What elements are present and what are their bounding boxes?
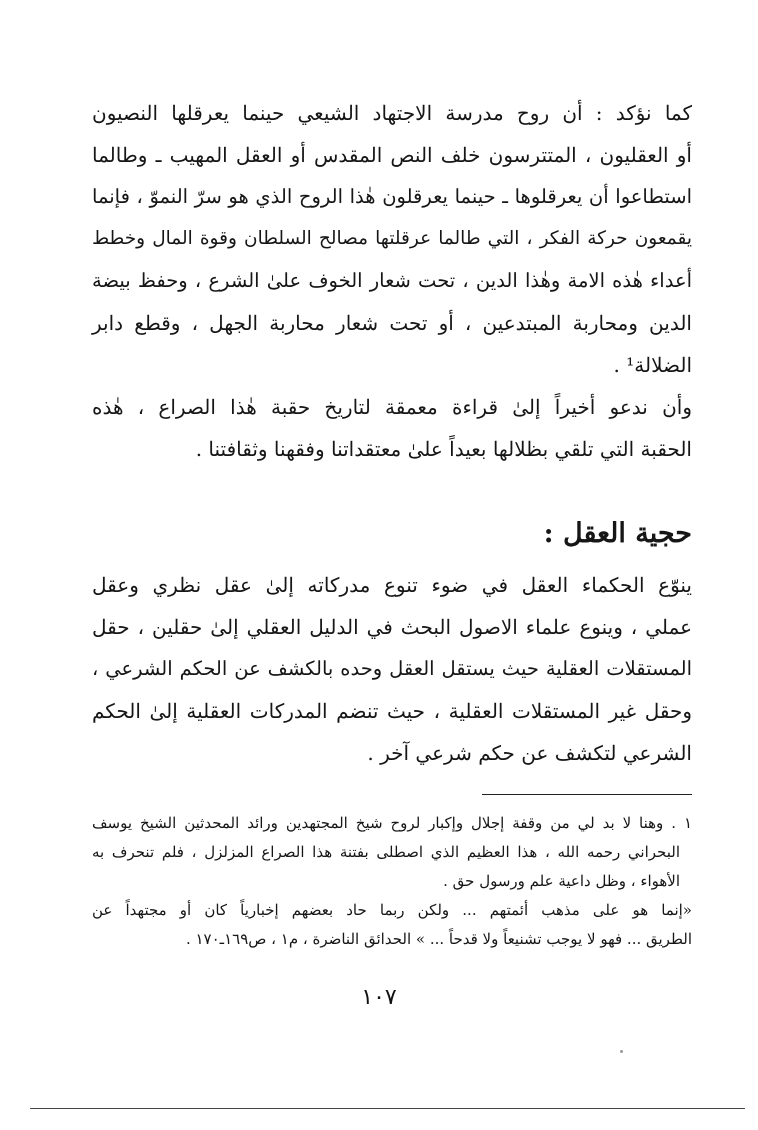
text-line: كما نؤكد : أن روح مدرسة الاجتهاد الشيعي حينما يعرقلها النصيون <box>92 101 692 125</box>
scan-speck <box>620 1050 623 1053</box>
page-number: ١٠٧ <box>361 985 397 1010</box>
footnote-divider <box>482 794 692 795</box>
footnote-line: ١ . وهنا لا بد لي من وقفة إجلال وإكبار لروح شيخ المجتهدين ورائد المحدثين الشيخ يوسف <box>92 814 692 832</box>
text-line: عملي ، وينوع علماء الاصول البحث في الدليل العقلي إلىٰ حقلين ، حقل <box>92 615 692 639</box>
page-body <box>92 92 692 954</box>
paragraph-1 <box>92 92 692 386</box>
footnote-line: «إنما هو على مذهب أئمتهم ... ولكن ربما حاد بعضهم إخبارياً كان أو مجتهداً عن <box>92 901 692 919</box>
footnote <box>92 809 692 954</box>
text-line: ينوّع الحكماء العقل في ضوء تنوع مدركاته إلىٰ عقل نظري وعقل <box>92 573 692 597</box>
text-line: المستقلات العقلية حيث يستقل العقل وحده بالكشف عن الحكم الشرعي ، <box>92 657 692 680</box>
text-line: أو العقليون ، المتترسون خلف النص المقدس أو العقل المهيب ـ وطالما <box>92 143 692 167</box>
text-line: الضلالة¹ . <box>613 353 692 377</box>
paragraph-3 <box>92 564 692 774</box>
section-heading: حجية العقل : <box>543 518 692 549</box>
text-line: الدين ومحاربة المبتدعين ، أو تحت شعار محاربة الجهل ، وقطع دابر <box>92 311 692 335</box>
text-line: أعداء هٰذه الامة وهٰذا الدين ، تحت شعار الخوف علىٰ الشرع ، وحفظ بيضة <box>92 269 692 292</box>
footnote-line: الأهواء ، وظل داعية علم ورسول حق . <box>443 872 680 890</box>
bottom-edge-line <box>30 1108 745 1109</box>
text-line: وأن ندعو أخيراً إلىٰ قراءة معمقة لتاريخ حقبة هٰذا الصراع ، هٰذه <box>92 395 692 419</box>
footnote-line: البحراني رحمه الله ، هذا العظيم الذي اصطلى بفتنة هذا الصراع المزلزل ، فلم تنحرف به <box>92 843 680 861</box>
paragraph-2 <box>92 386 692 470</box>
text-line: استطاعوا أن يعرقلوها ـ حينما يعرقلون هٰذا الروح الذي هو سرّ النموّ ، فإنما <box>92 185 692 208</box>
text-line: وحقل غير المستقلات العقلية ، حيث تنضم المدركات العقلية إلىٰ الحكم <box>92 699 692 723</box>
footnote-line: الطريق ... فهو لا يوجب تشنيعاً ولا قدحاً ... » الحدائق الناضرة ، م١ ، ص١٦٩ـ١٧٠ . <box>185 930 692 948</box>
text-line: الشرعي لتكشف عن حكم شرعي آخر . <box>367 741 692 765</box>
text-line: الحقبة التي تلقي بظلالها بعيداً علىٰ معتقداتنا وفقهنا وثقافتنا . <box>195 437 692 461</box>
text-line: يقمعون حركة الفكر ، التي طالما عرقلتها مصالح السلطان وقوة المال وخطط <box>92 228 692 249</box>
